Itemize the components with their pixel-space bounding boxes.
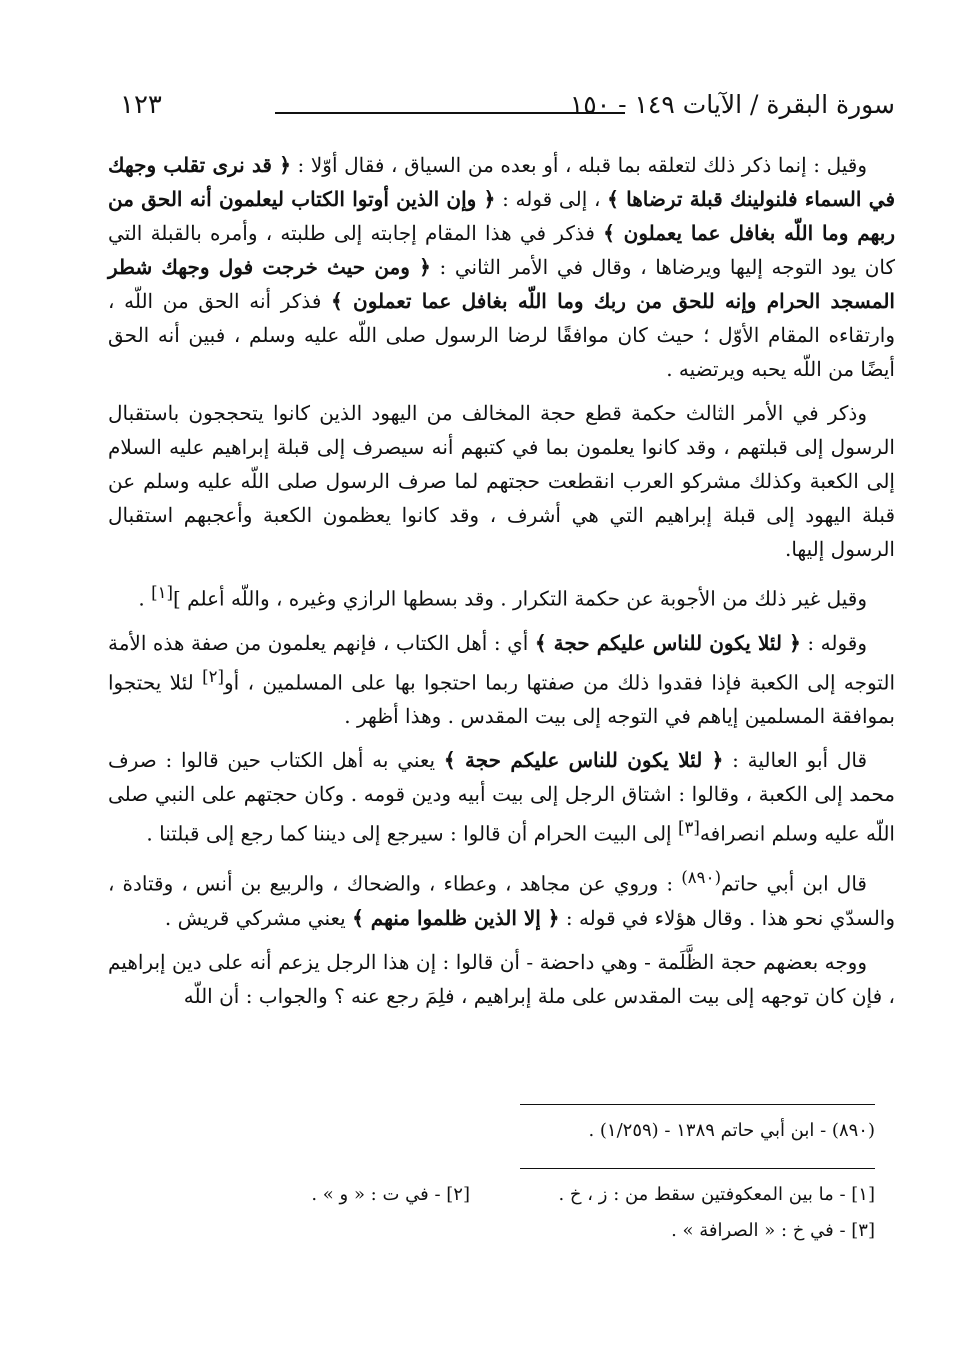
footnote-ref: [٣] (677, 818, 700, 838)
paragraph-4: وقوله : ﴿ لئلا يكون للناس عليكم حجة ﴾ أي : أهل الكتاب ، فإنهم يعلمون من صفة هذه الأمة التوجه إلى الكعبة فإذا فقدوا ذلك من صفتها ربما احتجوا بها على المسلمين ، أو[٢] لئلا يحتجوا بموافقة المسلمين إياهم في التوجه إلى بيت المقدس . وهذا أظهر . (108, 630, 895, 729)
page-number: ١٢٣ (120, 90, 162, 120)
quran-quote: ﴿ ومن حيث خرجت فول وجهك شطر المسجد الحرام وإنه للحق من ربك وما اللّه بغافل عما تعملون ﴾ (108, 255, 895, 313)
main-text (108, 148, 895, 1023)
footnote-ref: (٨٩٠) (681, 867, 722, 887)
paragraph-7: ووجه بعضهم حجة الظَّلَمة - وهي داحضة - أن قالوا : إن هذا الرجل يزعم أنه على دين إبراهيم ، فإن كان توجهه إلى بيت المقدس على ملة إبراهيم ، فلِمَ رجع عنه ؟ والجواب : أن اللّه (108, 949, 895, 1008)
footnote-1: [١] - ما بين المعكوفتين سقط من : ز ، خ . (558, 1184, 875, 1205)
running-header (100, 90, 895, 130)
footnote-2: [٢] - في ت : « و » . (311, 1184, 470, 1205)
quran-quote: ﴿ قد نرى تقلب وجهك في السماء فلنولينك قبلة ترضاها ﴾ (108, 153, 895, 211)
footnote-ref: [١] (151, 583, 174, 602)
header-title: سورة البقرة / الآيات ١٤٩ - ١٥٠ (569, 90, 895, 119)
paragraph-6: قال ابن أبي حاتم$^{(٨٩٠)}$ : وروي عن مجاهد ، وعطاء ، والضحاك ، والربيع بن أنس ، وقتادة ، والسدّي نحو هذا . وقال هؤلاء في قوله : ﴿ إلا الذين ظلموا منهم ﴾ يعني مشركي قريش . (108, 867, 895, 930)
quran-quote: ﴿ وإن الذين أوتوا الكتاب ليعلمون أنه الحق من ربهم وما اللّه بغافل عما يعملون ﴾ (108, 187, 896, 245)
footnote-separator (520, 1104, 875, 1105)
paragraph-2: وذكر في الأمر الثالث حكمة قطع حجة المخالف من اليهود الذين كانوا يتحججون باستقبال الرسول إلى قبلتهم ، وقد كانوا يعلمون بما في كتبهم أنه سيصرف إلى قبلة إبراهيم عليه السلام إلى الكعبة وكذلك مشركو العرب انقطعت حجتهم لما صرف الرسول صلى اللّه عليه وسلم عن قبلة اليهود إلى قبلة إبراهيم التي هي أشرف ، وقد كانوا يعظمون الكعبة وأعجبهم استقبال الرسول إليها. (108, 401, 895, 561)
paragraph-1: وقيل : إنما ذكر ذلك لتعلقه بما قبله ، أو بعده من السياق ، فقال أوّلا : ﴿ قد نرى تقلب وجهك في السماء فلنولينك قبلة ترضاها ﴾ ، إلى قوله : ﴿ وإن الذين أوتوا الكتاب ليعلمون أنه الحق من ربهم وما اللّه بغافل عما يعملون ﴾ فذكر في هذا المقام إجابته إلى طلبته ، وأمره بالقبلة التي كان يود التوجه إليها ويرضاها ، وقال في الأمر الثاني : ﴿ ومن حيث خرجت فول وجهك شطر المسجد الحرام وإنه للحق من ربك وما اللّه بغافل عما تعملون ﴾ فذكر أنه الحق من اللّه ، وارتقاءه المقام الأوّل ؛ حيث كان موافقًا لرضا الرسول صلى اللّه عليه وسلم ، فبين أنه الحق أيضًا من اللّه يحبه ويرتضيه . (108, 153, 896, 381)
quran-quote: ﴿ لئلا يكون للناس عليكم حجة ﴾ (534, 630, 801, 655)
footnote-890: (٨٩٠) - ابن أبي حاتم ١٣٨٩ - (١/٢٥٩) . (588, 1120, 875, 1141)
paragraph-5: قال أبو العالية : ﴿ لئلا يكون للناس عليكم حجة ﴾ يعني به أهل الكتاب حين قالوا : صرف محمد إلى الكعبة ، وقالوا : اشتاق الرجل إلى بيت أبيه ودين قومه . وكان حجتهم على النبي صلى اللّه عليه وسلم انصرافه[٣] إلى البيت الحرام أن قالوا : سيرجع إلى ديننا كما رجع إلى قبلتنا . (108, 748, 895, 846)
footnote-3: [٣] - في خ : « الصرافة » . (671, 1220, 875, 1241)
paragraph-3: وقيل غير ذلك من الأجوبة عن حكمة التكرار . وقد بسطها الرازي وغيره ، واللّه أعلم ][١] . (138, 583, 867, 611)
footnote-ref: [٢] (202, 666, 225, 686)
quran-quote: ﴿ لئلا يكون للناس عليكم حجة ﴾ (443, 748, 724, 773)
footnote-separator (520, 1168, 875, 1169)
quran-quote: ﴿ إلا الذين ظلموا منهم ﴾ (352, 905, 560, 930)
